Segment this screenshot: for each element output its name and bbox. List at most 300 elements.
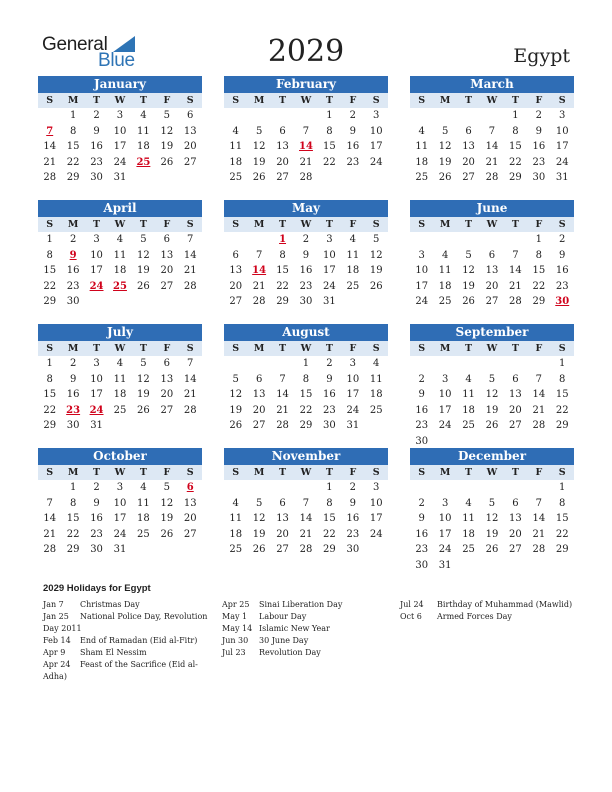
day-cell: 3 xyxy=(373,482,380,493)
empty-day-cell xyxy=(410,232,433,248)
day-cell: 29 xyxy=(66,544,80,555)
empty-day-cell xyxy=(457,232,480,248)
empty-day-cell xyxy=(410,108,433,124)
weekday-header xyxy=(224,217,388,232)
day-cell: 15 xyxy=(555,389,569,400)
weekday-label: S xyxy=(186,343,194,354)
holiday-name: Christmas Day xyxy=(80,600,140,609)
day-cell: 13 xyxy=(183,125,197,137)
day-cell: 2 xyxy=(69,234,77,245)
week-row xyxy=(410,124,574,140)
day-cell: 20 xyxy=(183,513,197,524)
holiday-date: Jan 25 xyxy=(43,612,69,621)
weekday-label: S xyxy=(46,95,54,106)
holiday-row xyxy=(222,647,394,659)
day-cell: 12 xyxy=(160,125,174,137)
holiday-row xyxy=(400,599,575,611)
empty-day-cell xyxy=(433,108,456,124)
day-cell: 1 xyxy=(512,110,519,121)
empty-day-cell xyxy=(457,480,480,496)
empty-day-cell xyxy=(341,170,364,186)
weekday-label: W xyxy=(114,95,126,106)
day-cell: 4 xyxy=(140,482,147,493)
empty-day-cell xyxy=(224,108,247,124)
day-cell: 1 xyxy=(302,358,310,369)
day-cell: 28 xyxy=(299,544,313,555)
holiday-date: Jul 24 xyxy=(400,600,424,609)
day-cell: 14 xyxy=(43,141,57,152)
day-cell: 7 xyxy=(302,125,310,137)
day-cell: 6 xyxy=(512,497,519,509)
day-cell: 17 xyxy=(415,280,429,292)
day-cell: 2 xyxy=(559,234,566,245)
empty-day-cell xyxy=(365,294,388,310)
week-row xyxy=(38,108,202,124)
day-cell: 18 xyxy=(229,528,243,540)
day-cell: 26 xyxy=(369,280,383,292)
day-cell: 12 xyxy=(137,373,150,385)
week-row xyxy=(224,124,388,140)
day-cell: 3 xyxy=(418,249,425,261)
day-cell: 26 xyxy=(160,156,174,168)
holiday-name: Revolution Day xyxy=(259,648,321,657)
day-cell: 12 xyxy=(252,141,266,152)
day-cell: 19 xyxy=(137,389,150,400)
week-row xyxy=(38,372,202,388)
day-cell: 8 xyxy=(302,373,310,385)
day-cell: 26 xyxy=(462,296,475,307)
empty-day-cell xyxy=(480,232,503,248)
day-cell: 31 xyxy=(113,172,127,183)
day-cell: 17 xyxy=(438,404,452,416)
day-cell: 27 xyxy=(276,172,289,183)
weekday-label: T xyxy=(511,219,519,230)
empty-day-cell xyxy=(179,418,202,434)
weekday-label: T xyxy=(511,343,519,354)
weekday-label: T xyxy=(279,467,287,478)
empty-day-cell xyxy=(318,170,341,186)
day-cell: 19 xyxy=(462,280,475,292)
day-cell: 24 xyxy=(369,156,383,168)
day-cell: 9 xyxy=(349,497,356,509)
day-cell: 14 xyxy=(532,389,546,400)
day-cell: 11 xyxy=(462,389,475,400)
empty-day-cell xyxy=(247,480,270,496)
day-cell: 22 xyxy=(323,156,336,168)
day-cell: 10 xyxy=(369,125,383,137)
day-cell: 5 xyxy=(140,358,147,369)
day-cell: 19 xyxy=(252,156,266,168)
weekday-label: S xyxy=(232,467,240,478)
day-cell: 13 xyxy=(509,513,522,524)
day-cell: 10 xyxy=(90,249,103,261)
weekday-label: S xyxy=(418,467,426,478)
empty-day-cell xyxy=(155,418,178,434)
month-title: November xyxy=(224,448,388,465)
empty-day-cell xyxy=(504,558,527,574)
week-row xyxy=(410,387,574,403)
day-cell: 9 xyxy=(93,497,100,509)
day-cell: 15 xyxy=(323,513,336,524)
day-cell: 8 xyxy=(326,497,333,509)
day-cell: 9 xyxy=(349,125,356,137)
day-cell: 3 xyxy=(93,234,100,245)
day-cell: 7 xyxy=(535,373,542,385)
week-row xyxy=(38,279,202,295)
day-cell: 29 xyxy=(555,420,569,431)
empty-day-cell xyxy=(504,232,527,248)
empty-day-cell xyxy=(365,418,388,434)
day-cell: 30 xyxy=(66,420,80,431)
day-cell: 10 xyxy=(113,125,127,137)
month-title: April xyxy=(38,200,202,217)
weekday-label: S xyxy=(232,343,240,354)
month-title: January xyxy=(38,76,202,93)
day-cell: 2 xyxy=(326,358,333,369)
day-cell: 25 xyxy=(415,172,429,183)
day-cell: 11 xyxy=(137,497,150,509)
day-cell: 12 xyxy=(485,513,499,524)
week-row xyxy=(224,263,388,279)
empty-day-cell xyxy=(108,294,131,310)
month-title: June xyxy=(410,200,574,217)
day-cell: 1 xyxy=(46,234,53,245)
weekday-label: S xyxy=(418,343,426,354)
day-cell: 20 xyxy=(160,265,174,276)
day-cell: 10 xyxy=(555,125,569,137)
empty-day-cell xyxy=(341,294,364,310)
week-row xyxy=(410,155,574,171)
weekday-label: W xyxy=(300,467,312,478)
day-cell: 13 xyxy=(276,513,289,524)
day-cell: 16 xyxy=(66,265,80,276)
day-cell: 29 xyxy=(509,172,522,183)
week-row xyxy=(224,496,388,512)
day-cell: 24 xyxy=(113,528,127,540)
weekday-label: M xyxy=(253,95,265,106)
holiday-row xyxy=(43,611,215,623)
weekday-label: F xyxy=(349,467,357,478)
month-title: September xyxy=(410,324,574,341)
day-cell: 30 xyxy=(415,435,429,447)
day-cell: 4 xyxy=(465,373,472,385)
empty-day-cell xyxy=(247,232,270,248)
empty-day-cell xyxy=(365,170,388,186)
day-cell: 4 xyxy=(140,110,147,121)
holiday-date: May 14 xyxy=(222,624,253,633)
weekday-label: W xyxy=(114,343,126,354)
weekday-label: W xyxy=(114,219,126,230)
weekday-label: S xyxy=(558,219,566,230)
day-cell: 18 xyxy=(137,513,150,524)
day-cell: 1 xyxy=(46,358,53,369)
day-cell: 26 xyxy=(229,420,243,431)
day-cell: 15 xyxy=(532,265,546,276)
day-cell: 2 xyxy=(535,110,542,121)
weekday-label: F xyxy=(535,467,543,478)
day-cell: 16 xyxy=(555,265,569,276)
empty-day-cell xyxy=(480,434,503,450)
empty-day-cell xyxy=(224,232,247,248)
day-cell: 14 xyxy=(299,513,313,524)
holiday-name: Labour Day xyxy=(259,612,307,621)
day-cell: 5 xyxy=(488,497,496,509)
month-title: May xyxy=(224,200,388,217)
week-row xyxy=(224,170,388,186)
day-cell: 12 xyxy=(137,249,150,261)
day-cell: 3 xyxy=(116,482,124,493)
day-cell: 23 xyxy=(415,420,429,431)
day-cell: 2 xyxy=(418,497,425,509)
day-cell: 16 xyxy=(415,404,429,416)
empty-day-cell xyxy=(457,108,480,124)
day-cell: 28 xyxy=(183,280,197,292)
day-cell: 15 xyxy=(43,265,57,276)
day-cell: 25 xyxy=(369,404,383,416)
day-cell: 2 xyxy=(93,110,100,121)
weekday-label: W xyxy=(300,343,312,354)
weekday-label: T xyxy=(279,219,287,230)
day-cell: 27 xyxy=(462,172,475,183)
day-cell: 22 xyxy=(66,156,80,168)
day-cell: 4 xyxy=(465,497,472,509)
day-cell: 26 xyxy=(252,544,266,555)
weekday-header xyxy=(38,465,202,480)
day-cell: 23 xyxy=(299,280,313,292)
day-cell: 22 xyxy=(43,404,57,416)
week-row xyxy=(38,542,202,558)
weekday-label: T xyxy=(93,467,101,478)
empty-day-cell xyxy=(179,542,202,558)
day-cell: 8 xyxy=(559,373,566,385)
week-row xyxy=(224,139,388,155)
day-cell: 31 xyxy=(346,420,360,431)
day-cell: 27 xyxy=(183,156,197,168)
day-cell: 9 xyxy=(418,513,425,524)
empty-day-cell xyxy=(132,294,155,310)
week-row xyxy=(224,511,388,527)
day-cell: 10 xyxy=(438,389,452,400)
week-row xyxy=(224,387,388,403)
day-cell: 28 xyxy=(299,172,313,183)
holiday-row xyxy=(400,611,575,623)
holiday-row xyxy=(43,599,215,611)
empty-day-cell xyxy=(551,434,574,450)
day-cell: 24 xyxy=(369,528,383,540)
weekday-header xyxy=(410,217,574,232)
month-title: February xyxy=(224,76,388,93)
day-cell: 8 xyxy=(69,125,77,137)
empty-day-cell xyxy=(480,558,503,574)
weekday-header xyxy=(224,341,388,356)
week-row xyxy=(224,418,388,434)
day-cell: 18 xyxy=(346,265,360,276)
weekday-label: S xyxy=(186,95,194,106)
day-cell: 5 xyxy=(140,234,147,245)
day-cell: 10 xyxy=(438,513,452,524)
holiday-name: End of Ramadan (Eid al-Fitr) xyxy=(80,636,198,645)
empty-day-cell xyxy=(527,434,550,450)
weekday-label: W xyxy=(300,219,312,230)
empty-day-cell xyxy=(480,108,503,124)
day-cell: 29 xyxy=(276,296,289,307)
weekday-label: W xyxy=(486,95,498,106)
weekday-label: M xyxy=(67,95,79,106)
weekday-label: F xyxy=(535,343,543,354)
week-row xyxy=(38,139,202,155)
day-cell: 13 xyxy=(462,141,475,152)
week-row xyxy=(224,232,388,248)
empty-day-cell xyxy=(527,480,550,496)
day-cell: 23 xyxy=(90,528,103,540)
day-cell: 29 xyxy=(532,296,546,307)
day-cell: 26 xyxy=(438,172,452,183)
holiday-column xyxy=(43,599,215,683)
day-cell: 26 xyxy=(137,404,150,416)
day-cell: 18 xyxy=(369,389,383,400)
day-cell: 5 xyxy=(255,125,263,137)
day-cell: 4 xyxy=(373,358,380,369)
day-cell: 1 xyxy=(559,358,566,369)
week-row xyxy=(38,170,202,186)
day-cell: 20 xyxy=(183,141,197,152)
day-cell: 13 xyxy=(183,497,197,509)
day-cell: 11 xyxy=(229,513,243,524)
day-cell: 15 xyxy=(43,389,57,400)
weekday-label: T xyxy=(93,219,101,230)
day-cell: 11 xyxy=(346,249,360,261)
day-cell: 28 xyxy=(509,296,522,307)
weekday-label: M xyxy=(439,343,451,354)
month-april xyxy=(38,200,202,310)
day-cell: 16 xyxy=(532,141,546,152)
holiday-column xyxy=(222,599,394,659)
day-cell: 26 xyxy=(252,172,266,183)
empty-day-cell xyxy=(179,170,202,186)
week-row xyxy=(410,527,574,543)
day-cell: 25 xyxy=(137,528,150,540)
day-cell: 6 xyxy=(187,110,194,121)
day-cell: 5 xyxy=(232,373,239,385)
day-cell: 1 xyxy=(326,110,333,121)
day-cell: 5 xyxy=(163,482,170,493)
day-cell: 19 xyxy=(369,265,383,276)
day-cell: 6 xyxy=(512,373,519,385)
holiday-date: Jun 30 xyxy=(222,636,249,645)
day-cell: 14 xyxy=(43,513,57,524)
day-cell: 20 xyxy=(252,404,266,416)
day-cell: 24 xyxy=(89,404,104,416)
day-cell: 19 xyxy=(252,528,266,540)
empty-day-cell xyxy=(457,356,480,372)
weekday-label: M xyxy=(67,467,79,478)
month-december xyxy=(410,448,574,573)
day-cell: 3 xyxy=(116,110,124,121)
week-row xyxy=(410,294,574,310)
day-cell: 2 xyxy=(349,482,356,493)
day-cell: 2 xyxy=(302,234,310,245)
empty-day-cell xyxy=(247,356,270,372)
day-cell: 29 xyxy=(66,172,80,183)
weekday-label: T xyxy=(465,95,473,106)
day-cell: 22 xyxy=(323,528,336,540)
day-cell: 13 xyxy=(485,265,499,276)
empty-day-cell xyxy=(271,480,294,496)
day-cell: 23 xyxy=(90,156,103,168)
day-cell: 31 xyxy=(90,420,103,431)
weekday-header xyxy=(410,341,574,356)
weekday-label: W xyxy=(300,95,312,106)
empty-day-cell xyxy=(224,480,247,496)
day-cell: 17 xyxy=(113,141,127,152)
empty-day-cell xyxy=(551,558,574,574)
day-cell: 19 xyxy=(160,513,174,524)
day-cell: 13 xyxy=(276,141,289,152)
day-cell: 1 xyxy=(326,482,333,493)
day-cell: 2 xyxy=(418,373,425,385)
weekday-label: F xyxy=(163,95,171,106)
weekday-label: T xyxy=(93,343,101,354)
day-cell: 5 xyxy=(441,125,449,137)
day-cell: 27 xyxy=(276,544,289,555)
month-title: July xyxy=(38,324,202,341)
day-cell: 30 xyxy=(415,559,429,571)
empty-day-cell xyxy=(155,170,178,186)
weekday-label: S xyxy=(558,467,566,478)
day-cell: 20 xyxy=(485,280,499,292)
weekday-label: M xyxy=(67,343,79,354)
holiday-date: Oct 6 xyxy=(400,612,422,621)
weekday-label: F xyxy=(163,343,171,354)
day-cell: 1 xyxy=(279,234,287,245)
day-cell: 16 xyxy=(66,389,80,400)
day-cell: 4 xyxy=(116,234,124,245)
day-cell: 17 xyxy=(555,141,569,152)
day-cell: 30 xyxy=(90,544,103,555)
day-cell: 18 xyxy=(229,156,243,168)
week-row xyxy=(38,263,202,279)
weekday-header xyxy=(224,465,388,480)
day-cell: 12 xyxy=(252,513,266,524)
empty-day-cell xyxy=(433,434,456,450)
day-cell: 19 xyxy=(137,265,150,276)
weekday-label: S xyxy=(232,95,240,106)
week-row xyxy=(410,496,574,512)
day-cell: 25 xyxy=(229,172,243,183)
month-title: August xyxy=(224,324,388,341)
day-cell: 14 xyxy=(532,513,546,524)
holiday-name: Birthday of Muhammad (Mawlid) xyxy=(437,600,573,609)
day-cell: 14 xyxy=(509,265,522,276)
day-cell: 25 xyxy=(462,544,475,555)
day-cell: 18 xyxy=(137,141,150,152)
week-row xyxy=(224,356,388,372)
holiday-name: Sinai Liberation Day xyxy=(259,600,343,609)
holiday-row xyxy=(43,623,215,635)
month-may xyxy=(224,200,388,310)
day-cell: 29 xyxy=(299,420,313,431)
week-row xyxy=(224,372,388,388)
day-cell: 15 xyxy=(66,513,80,524)
day-cell: 25 xyxy=(229,544,243,555)
day-cell: 22 xyxy=(509,156,522,168)
weekday-label: T xyxy=(465,219,473,230)
country-name: Egypt xyxy=(513,45,570,67)
day-cell: 7 xyxy=(302,497,310,509)
day-cell: 25 xyxy=(438,296,452,307)
day-cell: 5 xyxy=(465,249,472,261)
empty-day-cell xyxy=(294,480,317,496)
